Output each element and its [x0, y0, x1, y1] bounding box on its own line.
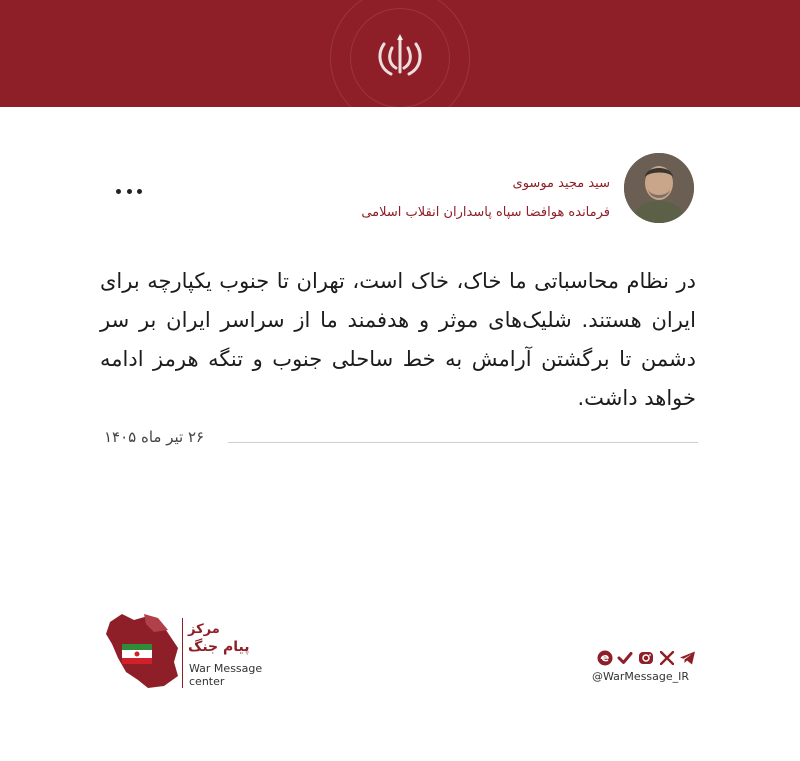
date-divider	[228, 442, 698, 443]
author-name: سید مجید موسوی	[512, 176, 610, 191]
more-dots-icon	[137, 189, 142, 194]
more-dots-icon	[127, 189, 132, 194]
author-title: فرمانده هوافضا سپاه پاسداران انقلاب اسلامی	[361, 205, 610, 220]
brand-name-fa-1: مرکز	[188, 622, 220, 637]
telegram-icon[interactable]	[679, 650, 696, 667]
post-text: در نظام محاسباتی ما خاک، خاک است، تهران تا جنوب یکپارچه برای ایران هستند. شلیک‌های موثر و هدفمند ما از سراسر ایران بر سر دشمن تا برگشتن آرامش به خط ساحلی جنوب و تنگه هرمز ادامه خواهد داشت.	[100, 269, 696, 410]
brand-name-fa-2: پیام جنگ	[188, 639, 250, 655]
iran-emblem-icon	[371, 28, 429, 86]
more-options-button[interactable]	[116, 183, 142, 199]
author-avatar[interactable]	[624, 153, 694, 223]
header-band	[0, 0, 800, 107]
iran-map-logo	[104, 610, 182, 692]
social-handle: @WarMessage_IR	[592, 670, 690, 683]
post-date: ۲۶ تیر ماه ۱۴۰۵	[104, 428, 205, 446]
avatar-portrait	[624, 153, 694, 223]
eitaa-icon[interactable]	[596, 650, 613, 667]
instagram-icon[interactable]	[638, 650, 655, 667]
brand-name-en-2: center	[189, 675, 225, 688]
x-icon[interactable]	[658, 650, 675, 667]
more-dots-icon	[116, 189, 121, 194]
brand-separator	[182, 618, 183, 688]
social-links	[596, 648, 696, 668]
check-icon[interactable]	[617, 650, 634, 667]
brand-name-en-1: War Message	[189, 662, 263, 675]
